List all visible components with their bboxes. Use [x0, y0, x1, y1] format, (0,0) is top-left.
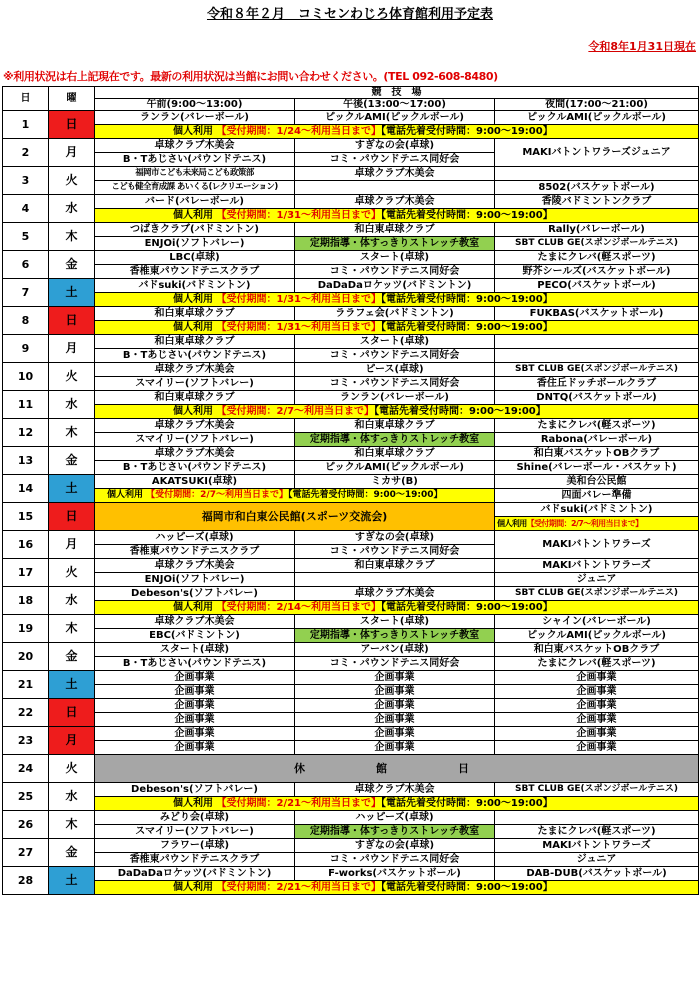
weekday-cell: 水 [49, 783, 95, 811]
header-venue: 競 技 場 [95, 87, 699, 99]
weekday-cell: 金 [49, 839, 95, 867]
slot-afternoon: スタート(卓球) [295, 251, 495, 265]
individual-label: 個人利用 [173, 406, 213, 417]
page-title: 令和８年２月 コミセンわじろ体育館利用予定表 [206, 7, 493, 22]
slot-afternoon: コミ・パウンドテニス同好会 [295, 265, 495, 279]
day-number: 5 [3, 223, 49, 251]
weekday-cell: 日 [49, 503, 95, 531]
period-text: 【受付期間：1/31～利用当日まで】 [216, 322, 382, 333]
weekday-cell: 金 [49, 251, 95, 279]
individual-use-banner [95, 489, 495, 503]
individual-label: 個人利用 [173, 294, 213, 305]
individual-use-banner [95, 405, 699, 419]
weekday-cell: 金 [49, 643, 95, 671]
slot-morning: B・Tあじさい(パウンドテニス) [95, 657, 295, 671]
slot-night: MAKIバトントワラーズ [495, 839, 699, 853]
slot-afternoon: 定期指導・体すっきりストレッチ教室 [295, 629, 495, 643]
as-of-date: 令和8年1月31日現在 [588, 40, 696, 53]
period-text: 【受付期間：1/31～利用当日まで】 [216, 294, 382, 305]
slot-night: Shine(バレーボール・バスケット) [495, 461, 699, 475]
day-number: 18 [3, 587, 49, 615]
slot-afternoon: ピース(卓球) [295, 363, 495, 377]
slot-afternoon: コミ・パウンドテニス同好会 [295, 545, 495, 559]
individual-use-banner [95, 125, 699, 139]
day-number: 10 [3, 363, 49, 391]
slot-afternoon: ララフェ会(バドミントン) [295, 307, 495, 321]
slot-night: バドsuki(バドミントン) [495, 503, 699, 517]
phone-text: 【電話先着受付時間：9:00～19:00】 [381, 210, 553, 221]
day-number: 27 [3, 839, 49, 867]
period-text: 【受付期間：1/24～利用当日まで】 [216, 126, 382, 137]
slot-morning: B・Tあじさい(パウンドテニス) [95, 461, 295, 475]
slot-morning: 企画事業 [95, 713, 295, 727]
weekday-cell: 金 [49, 447, 95, 475]
header-row-2 [3, 99, 699, 111]
slot-night: 香住丘ドッチボールクラブ [495, 377, 699, 391]
slot-afternoon: 和白東卓球クラブ [295, 559, 495, 573]
slot-morning: 卓球クラブ木美会 [95, 363, 295, 377]
slot-morning: ENJOi(ソフトバレー) [95, 573, 295, 587]
slot-morning: LBC(卓球) [95, 251, 295, 265]
slot-morning: EBC(バドミントン) [95, 629, 295, 643]
period-text: 【受付期間：1/31～利用当日まで】 [216, 210, 382, 221]
weekday-cell: 土 [49, 279, 95, 307]
slot-afternoon: 和白東卓球クラブ [295, 447, 495, 461]
slot-night: ピックルAMI(ピックルボール) [495, 111, 699, 125]
slot-night: FUKBAS(バスケットボール) [495, 307, 699, 321]
phone-text: 【電話先着受付時間：9:00～19:00】 [381, 126, 553, 137]
slot-morning: 卓球クラブ木美会 [95, 559, 295, 573]
individual-label: 個人利用 [173, 210, 213, 221]
slot-afternoon: コミ・パウンドテニス同好会 [295, 657, 495, 671]
weekday-cell: 日 [49, 307, 95, 335]
day-number: 16 [3, 531, 49, 559]
day-number: 17 [3, 559, 49, 587]
slot-morning: B・Tあじさい(パウンドテニス) [95, 349, 295, 363]
slot-night: 和白東バスケットOBクラブ [495, 643, 699, 657]
slot-night [495, 811, 699, 825]
slot-morning: 卓球クラブ木美会 [95, 447, 295, 461]
slot-afternoon: ピックルAMI(ピックルボール) [295, 111, 495, 125]
day-number: 3 [3, 167, 49, 195]
slot-morning: 卓球クラブ木美会 [95, 615, 295, 629]
period-text: 【受付期間：2/21～利用当日まで】 [216, 798, 382, 809]
period-text: 【受付期間：2/14～利用当日まで】 [216, 602, 382, 613]
period-text: 【受付期間：2/7～利用当日まで】 [216, 406, 375, 417]
weekday-cell: 水 [49, 195, 95, 223]
slot-afternoon [295, 573, 495, 587]
period-text: 【受付期間：2/7～利用当日まで】 [526, 519, 643, 528]
slot-afternoon: ランラン(バレーボール) [295, 391, 495, 405]
weekday-cell: 木 [49, 811, 95, 839]
weekday-cell: 火 [49, 559, 95, 587]
slot-morning: バード(バレーボール) [95, 195, 295, 209]
individual-label: 個人利用 [173, 882, 213, 893]
individual-use-banner [95, 209, 699, 223]
weekday-cell: 日 [49, 111, 95, 139]
header-morning: 午前(9:00～13:00) [95, 99, 295, 111]
weekday-cell: 木 [49, 223, 95, 251]
weekday-cell: 水 [49, 391, 95, 419]
slot-morning: 香椎東パウンドテニスクラブ [95, 853, 295, 867]
slot-afternoon: コミ・パウンドテニス同好会 [295, 153, 495, 167]
slot-night: SBT CLUB GE(スポンジボールテニス) [495, 363, 699, 377]
individual-use-banner [95, 797, 699, 811]
slot-morning: 卓球クラブ木美会 [95, 139, 295, 153]
slot-night: たまにクレバ(軽スポーツ) [495, 251, 699, 265]
slot-morning: スマイリー(ソフトバレー) [95, 825, 295, 839]
slot-afternoon: 卓球クラブ木美会 [295, 195, 495, 209]
slot-afternoon: ミカサ(B) [295, 475, 495, 489]
slot-morning: 卓球クラブ木美会 [95, 419, 295, 433]
slot-afternoon: 企画事業 [295, 671, 495, 685]
slot-night: 企画事業 [495, 727, 699, 741]
header-day: 日 [3, 87, 49, 111]
slot-afternoon: アーバン(卓球) [295, 643, 495, 657]
slot-morning: 香椎東パウンドテニスクラブ [95, 545, 295, 559]
day-number: 1 [3, 111, 49, 139]
closed-day-banner: 休 館 日 [95, 755, 699, 783]
slot-morning: 和白東卓球クラブ [95, 307, 295, 321]
slot-afternoon: F-works(バスケットボール) [295, 867, 495, 881]
period-text: 【受付期間：2/21～利用当日まで】 [216, 882, 382, 893]
slot-afternoon: すぎなの会(卓球) [295, 531, 495, 545]
individual-use-banner [95, 321, 699, 335]
slot-night: Rabona(バレーボール) [495, 433, 699, 447]
slot-morning: 企画事業 [95, 727, 295, 741]
slot-morning: 香椎東パウンドテニスクラブ [95, 265, 295, 279]
slot-afternoon: すぎなの会(卓球) [295, 139, 495, 153]
phone-text: 【電話先着受付時間：9:00～19:00】 [381, 294, 553, 305]
slot-afternoon: 定期指導・体すっきりストレッチ教室 [295, 433, 495, 447]
slot-afternoon: 企画事業 [295, 727, 495, 741]
slot-afternoon: ピックルAMI(ピックルボール) [295, 461, 495, 475]
slot-night: 四面バレー準備 [495, 489, 699, 503]
weekday-cell: 火 [49, 363, 95, 391]
slot-night: シャイン(バレーボール) [495, 615, 699, 629]
day-row [3, 111, 699, 125]
slot-night: SBT CLUB GE(スポンジボールテニス) [495, 783, 699, 797]
weekday-cell: 火 [49, 167, 95, 195]
phone-text: 【電話先着受付時間：9:00～19:00】 [381, 322, 553, 333]
day-number: 15 [3, 503, 49, 531]
slot-night: 企画事業 [495, 671, 699, 685]
slot-night: MAKIバトントワラーズ [495, 559, 699, 573]
individual-label: 個人利用 [173, 126, 213, 137]
phone-text: 【電話先着受付時間：9:00～19:00】 [381, 798, 553, 809]
day-number: 23 [3, 727, 49, 755]
slot-morning: B・Tあじさい(パウンドテニス) [95, 153, 295, 167]
slot-afternoon: コミ・パウンドテニス同好会 [295, 377, 495, 391]
slot-morning: 企画事業 [95, 741, 295, 755]
slot-night: たまにクレバ(軽スポーツ) [495, 419, 699, 433]
slot-night: 企画事業 [495, 699, 699, 713]
slot-morning: 和白東卓球クラブ [95, 335, 295, 349]
slot-afternoon: スタート(卓球) [295, 335, 495, 349]
slot-afternoon: ハッピーズ(卓球) [295, 811, 495, 825]
individual-label: 個人利用 [173, 322, 213, 333]
slot-morning: ハッピーズ(卓球) [95, 531, 295, 545]
day-number: 20 [3, 643, 49, 671]
slot-night: 和白東バスケットOBクラブ [495, 447, 699, 461]
day-number: 9 [3, 335, 49, 363]
slot-afternoon: 和白東卓球クラブ [295, 223, 495, 237]
individual-label: 個人利用 [173, 602, 213, 613]
weekday-cell: 月 [49, 531, 95, 559]
slot-night: 企画事業 [495, 685, 699, 699]
day-number: 12 [3, 419, 49, 447]
slot-afternoon: コミ・パウンドテニス同好会 [295, 853, 495, 867]
phone-text: 【電話先着受付時間：9:00～19:00】 [381, 882, 553, 893]
slot-morning: AKATSUKI(卓球) [95, 475, 295, 489]
slot-afternoon: 企画事業 [295, 699, 495, 713]
slot-afternoon: 和白東卓球クラブ [295, 419, 495, 433]
slot-morning: DaDaDaロケッツ(バドミントン) [95, 867, 295, 881]
slot-morning: つばきクラブ(バドミントン) [95, 223, 295, 237]
individual-use-banner [95, 881, 699, 895]
slot-night: DAB-DUB(バスケットボール) [495, 867, 699, 881]
slot-afternoon: 企画事業 [295, 713, 495, 727]
header-afternoon: 午後(13:00～17:00) [295, 99, 495, 111]
day-number: 4 [3, 195, 49, 223]
slot-morning: スタート(卓球) [95, 643, 295, 657]
slot-morning: スマイリー(ソフトバレー) [95, 433, 295, 447]
slot-night: ピックルAMI(ピックルボール) [495, 629, 699, 643]
slot-afternoon: 定期指導・体すっきりストレッチ教室 [295, 237, 495, 251]
day-number: 6 [3, 251, 49, 279]
slot-morning: バドsuki(バドミントン) [95, 279, 295, 293]
slot-afternoon: 定期指導・体すっきりストレッチ教室 [295, 825, 495, 839]
slot-morning: フラワー(卓球) [95, 839, 295, 853]
weekday-cell: 木 [49, 615, 95, 643]
slot-afternoon: 企画事業 [295, 685, 495, 699]
header-row-1 [3, 87, 699, 99]
slot-night: ジュニア [495, 573, 699, 587]
day-number: 28 [3, 867, 49, 895]
weekday-cell: 火 [49, 755, 95, 783]
weekday-cell: 土 [49, 475, 95, 503]
individual-use-banner [95, 293, 699, 307]
period-text: 【受付期間：2/7～利用当日まで】 [146, 490, 288, 500]
slot-morning: 企画事業 [95, 671, 295, 685]
individual-use-banner [495, 517, 699, 531]
weekday-cell: 土 [49, 867, 95, 895]
weekday-cell: 月 [49, 335, 95, 363]
slot-afternoon [295, 181, 495, 195]
day-number: 13 [3, 447, 49, 475]
slot-morning: Debeson's(ソフトバレー) [95, 587, 295, 601]
slot-afternoon: 企画事業 [295, 741, 495, 755]
weekday-cell: 月 [49, 139, 95, 167]
slot-night: Rally(バレーボール) [495, 223, 699, 237]
notice-text: ※利用状況は右上記現在です。最新の利用状況は当館にお問い合わせください。(TEL 092-608-8480) [3, 70, 498, 83]
slot-night: MAKIバトントワラーズ [495, 531, 699, 559]
slot-afternoon: 卓球クラブ木美会 [295, 167, 495, 181]
slot-night [495, 349, 699, 363]
slot-night: 香陵バドミントンクラブ [495, 195, 699, 209]
day-number: 21 [3, 671, 49, 699]
slot-morning: Debeson's(ソフトバレー) [95, 783, 295, 797]
slot-night: DNTQ(バスケットボール) [495, 391, 699, 405]
phone-text: 【電話先着受付時間：9:00～19:00】 [287, 490, 443, 500]
slot-morning: 企画事業 [95, 699, 295, 713]
phone-text: 【電話先着受付時間：9:00～19:00】 [374, 406, 546, 417]
slot-night: たまにクレバ(軽スポーツ) [495, 657, 699, 671]
slot-morning: こども健全育成課 あいくる(レクリエーション) [95, 181, 295, 195]
individual-label: 個人利用 [173, 798, 213, 809]
slot-afternoon: DaDaDaロケッツ(バドミントン) [295, 279, 495, 293]
day-number: 2 [3, 139, 49, 167]
slot-night: ジュニア [495, 853, 699, 867]
slot-night: SBT CLUB GE(スポンジボールテニス) [495, 237, 699, 251]
slot-night: 企画事業 [495, 741, 699, 755]
weekday-cell: 日 [49, 699, 95, 727]
individual-label: 個人利用 [107, 490, 144, 500]
weekday-cell: 土 [49, 671, 95, 699]
header-night: 夜間(17:00～21:00) [495, 99, 699, 111]
day-number: 24 [3, 755, 49, 783]
community-event: 福岡市和白東公民館(スポーツ交流会) [95, 503, 495, 531]
slot-night: 美和台公民館 [495, 475, 699, 489]
slot-morning: ENJOi(ソフトバレー) [95, 237, 295, 251]
day-number: 7 [3, 279, 49, 307]
slot-night: SBT CLUB GE(スポンジボールテニス) [495, 587, 699, 601]
slot-morning: ランラン(バレーボール) [95, 111, 295, 125]
individual-use-banner [95, 601, 699, 615]
slot-morning: 企画事業 [95, 685, 295, 699]
individual-label: 個人利用 [497, 519, 527, 528]
day-number: 26 [3, 811, 49, 839]
slot-afternoon: コミ・パウンドテニス同好会 [295, 349, 495, 363]
slot-night [495, 335, 699, 349]
slot-afternoon: すぎなの会(卓球) [295, 839, 495, 853]
slot-night: たまにクレバ(軽スポーツ) [495, 825, 699, 839]
slot-afternoon: 卓球クラブ木美会 [295, 783, 495, 797]
slot-night [495, 167, 699, 181]
header-weekday: 曜 [49, 87, 95, 111]
schedule-table [2, 86, 699, 895]
weekday-cell: 月 [49, 727, 95, 755]
phone-text: 【電話先着受付時間：9:00～19:00】 [381, 602, 553, 613]
weekday-cell: 木 [49, 419, 95, 447]
slot-morning: みどり会(卓球) [95, 811, 295, 825]
day-number: 11 [3, 391, 49, 419]
slot-night: PECO(バスケットボール) [495, 279, 699, 293]
slot-afternoon: スタート(卓球) [295, 615, 495, 629]
day-number: 22 [3, 699, 49, 727]
slot-morning: スマイリー(ソフトバレー) [95, 377, 295, 391]
slot-afternoon: 卓球クラブ木美会 [295, 587, 495, 601]
slot-night: 野芥シールズ(バスケットボール) [495, 265, 699, 279]
slot-morning: 福岡市こども未来局こども政策部 [95, 167, 295, 181]
day-number: 14 [3, 475, 49, 503]
slot-night: MAKIバトントワラーズジュニア [495, 139, 699, 167]
day-number: 19 [3, 615, 49, 643]
day-number: 25 [3, 783, 49, 811]
slot-night: 企画事業 [495, 713, 699, 727]
day-number: 8 [3, 307, 49, 335]
weekday-cell: 水 [49, 587, 95, 615]
slot-morning: 和白東卓球クラブ [95, 391, 295, 405]
slot-night: 8502(バスケットボール) [495, 181, 699, 195]
